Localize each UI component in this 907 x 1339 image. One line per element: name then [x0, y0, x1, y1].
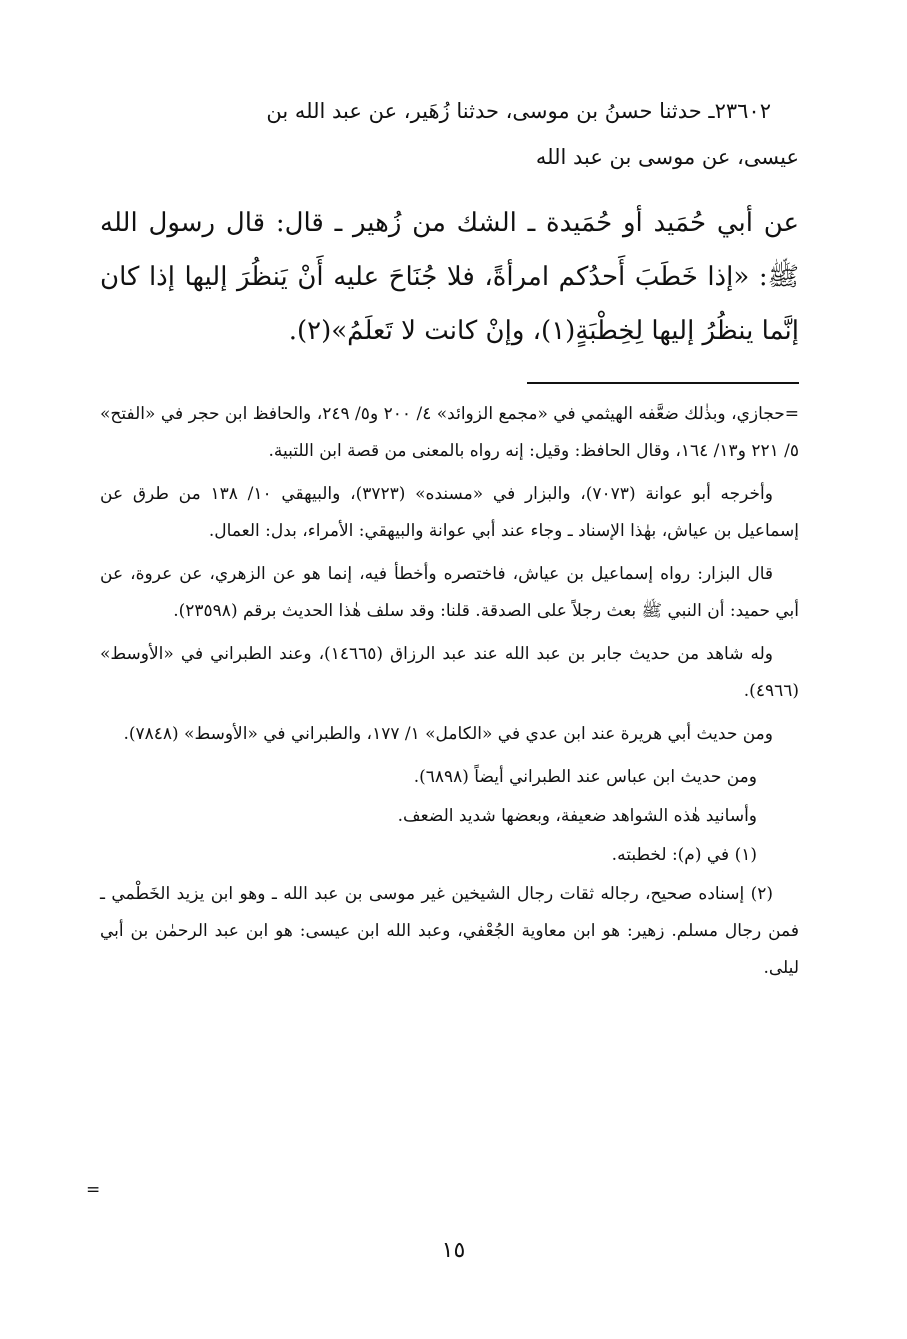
isnad-line-2: عيسى، عن موسى بن عبد الله — [535, 145, 799, 169]
matn-text: عن أبي حُمَيد أو حُمَيدة ـ الشك من زُهير ـ قال: قال رسول الله ﷺ: «إذا خَطَبَ أَحدُكم امرأةً، فلا جُنَاحَ عليه أَنْ يَنظُرَ إليها إذا كان إنَّما ينظُرُ إليها لِخِطْبَةٍ(١)، وإنْ كانت لا تَعلَمُ»(٢). — [100, 208, 799, 346]
footnote-paragraph: ومن حديث ابن عباس عند الطبراني أيضاً (٦٨٩٨). — [413, 767, 757, 787]
page-number: ١٥ — [441, 1238, 466, 1263]
isnad-line-1: ٢٣٦٠٢ـ حدثنا حسنُ بن موسى، حدثنا زُهَير، عن عبد الله بن — [266, 99, 771, 123]
footnotes — [100, 396, 799, 993]
footnote-paragraph: وأسانيد هٰذه الشواهد ضعيفة، وبعضها شديد الضعف. — [397, 806, 757, 826]
footnote-paragraph: وأخرجه أبو عوانة (٧٠٧٣)، والبزار في «مسنده» (٣٧٢٣)، والبيهقي ١٠/ ١٣٨ من طرق عن إسماعيل بن عياش، بهٰذا الإسناد ـ وجاء عند أبي عوانة والبيهقي: الأمراء، بدل: العمال. — [100, 484, 799, 541]
footnote-paragraph: قال البزار: رواه إسماعيل بن عياش، فاختصره وأخطأ فيه، إنما هو عن الزهري، عن عروة، عن أبي حميد: أن النبي ﷺ بعث رجلاً على الصدقة. قلنا: وقد سلف هٰذا الحديث برقم (٢٣٥٩٨). — [100, 564, 799, 621]
hadith-isnad — [100, 88, 799, 180]
footnote-separator — [527, 382, 799, 384]
continuation-mark: = — [86, 1180, 101, 1200]
footnote-continuation: =حجازي، وبذٰلك ضعَّفه الهيثمي في «مجمع الزوائد» ٤/ ٢٠٠ و٥/ ٢٤٩، والحافظ ابن حجر في «الفتح» ٥/ ٢٢١ و١٣/ ١٦٤، وقال الحافظ: وقيل: إنه رواه بالمعنى من قصة ابن اللتبية. — [100, 404, 799, 461]
footnote-paragraph: وله شاهد من حديث جابر بن عبد الله عند عبد الرزاق (١٤٦٦٥)، وعند الطبراني في «الأوسط» (٤٩٦٦). — [100, 644, 799, 701]
footnote-paragraph: ومن حديث أبي هريرة عند ابن عدي في «الكامل» ١/ ١٧٧، والطبراني في «الأوسط» (٧٨٤٨). — [123, 724, 773, 744]
hadith-matn — [100, 196, 799, 358]
footnote-2: (٢) إسناده صحيح، رجاله ثقات رجال الشيخين غير موسى بن عبد الله ـ وهو ابن يزيد الخَطْمي ـ فمن رجال مسلم. زهير: هو ابن معاوية الجُعْفي، وعبد الله ابن عيسى: هو ابن عبد الرحمٰن بن أبي ليلى. — [100, 884, 799, 978]
footnote-1: (١) في (م): لخطبته. — [611, 845, 757, 865]
